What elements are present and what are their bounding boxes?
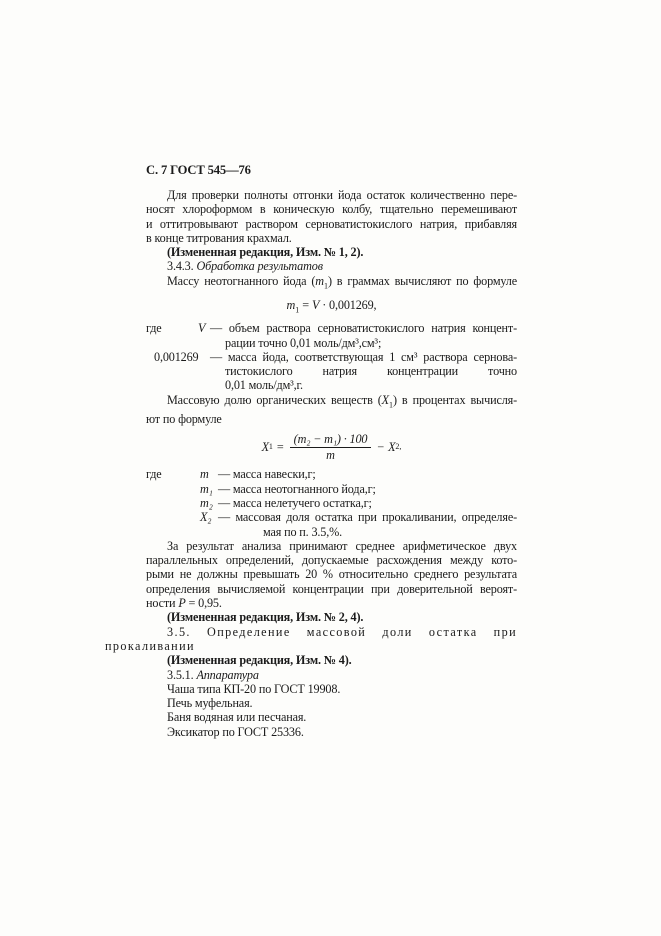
text-line: — масса неотогнанного йода,г; <box>218 481 376 496</box>
text-line: параллельных определений, допускаемые расхождения между кото- <box>146 553 517 568</box>
subscript: 1 <box>268 441 273 451</box>
where-label: где <box>146 467 162 482</box>
amendment-note-3: (Измененная редакция, Изм. № 4). <box>167 653 352 668</box>
text-line: рыми не должны превышать 20 % относительно среднего результата <box>146 567 517 582</box>
text-line: Печь муфельная. <box>167 696 253 711</box>
minus-sign: − <box>377 439 385 454</box>
section-title: Обработка результатов <box>196 259 323 274</box>
section-heading-3-5 <box>105 625 517 654</box>
subscript: 1 <box>388 400 393 410</box>
variable-m1: m₁ <box>200 481 213 496</box>
definition-item-factor <box>146 350 517 393</box>
section-heading-3-4-3 <box>146 259 517 273</box>
text-fragment: Массовую долю органических веществ ( <box>167 392 382 407</box>
apparatus-list <box>146 682 517 739</box>
text-line: — масса навески,г; <box>218 467 316 482</box>
subscript: 2, <box>395 441 402 451</box>
section-number: 3.4.3. <box>167 259 194 274</box>
amendment-note-1: (Измененная редакция, Изм. № 1, 2). <box>167 245 364 260</box>
text-line: — масса нелетучего остатка,г; <box>218 495 372 510</box>
subscript: 1 <box>323 281 328 291</box>
text-fragment: = 0,95. <box>185 596 222 611</box>
fraction-denominator: m <box>326 448 335 463</box>
variable-v: V <box>198 321 206 336</box>
definition-item-v <box>146 321 517 350</box>
section-number: 3.5.1. <box>167 667 194 682</box>
constant-label: 0,001269 <box>154 349 199 364</box>
text-line: Баня водяная или песчаная. <box>167 710 307 725</box>
variable-m: m <box>315 273 324 288</box>
text-line: носят хлороформом в коническую колбу, тщательно перемешивают <box>146 202 517 217</box>
fraction-numerator: (m₂ − m₁) · 100 <box>290 432 372 448</box>
text-line: Эксикатор по ГОСТ 25336. <box>167 724 304 739</box>
text-line: мая по п. 3.5,%. <box>263 524 343 539</box>
document-page-content <box>105 163 518 739</box>
text-line: и оттитровывают раствором серноватистокислого натрия, прибавляя <box>146 216 517 231</box>
amendment-note-2: (Измененная редакция, Изм. № 2, 4). <box>167 610 364 625</box>
text-line <box>146 393 517 413</box>
text-line: в конце титрования крахмал. <box>146 230 292 245</box>
intro-mass-m1 <box>146 274 517 294</box>
variable-m: m <box>286 297 296 312</box>
formula-constant: · 0,001269, <box>322 297 377 312</box>
variable-v: V <box>311 297 320 312</box>
formula-x1 <box>146 432 517 463</box>
variable-p: P <box>178 596 186 611</box>
fraction <box>290 432 372 463</box>
definition-item-m <box>146 467 517 481</box>
where-label: где <box>146 321 162 336</box>
definition-item-m1 <box>146 482 517 496</box>
text-line: 3.5. Определение массовой доли остатка при <box>167 624 517 639</box>
text-line: Для проверки полноты отгонки йода остаток количественно пере- <box>167 187 517 202</box>
text-line: ют по формуле <box>146 412 222 427</box>
formula-m1 <box>146 298 517 318</box>
intro-mass-fraction-x1 <box>146 393 517 427</box>
equals-sign: = <box>302 297 309 312</box>
text-fragment: Массу неотогнанного йода ( <box>167 273 316 288</box>
definition-item-x2 <box>146 510 517 539</box>
section-title: Аппаратура <box>196 667 259 682</box>
variable-x2: X₂ <box>200 510 212 525</box>
text-fragment: ности <box>146 596 179 611</box>
text-line: Чаша типа КП-20 по ГОСТ 19908. <box>167 681 341 696</box>
text-line: определения вычисляемой концентрации при доверительной вероят- <box>146 581 517 596</box>
variable-m2: m₂ <box>200 495 213 510</box>
page-header: С. 7 ГОСТ 545—76 <box>146 163 251 177</box>
text-line: 0,01 моль/дм³,г. <box>225 378 303 393</box>
text-fragment: ) в граммах вычисляют по формуле <box>327 273 518 288</box>
variable-x: X <box>381 392 389 407</box>
equals-sign: = <box>276 439 284 454</box>
text-line: — объем раствора серноватистокислого натрия концент- <box>210 321 517 336</box>
definition-item-m2 <box>146 496 517 510</box>
text-line: прокаливании <box>105 638 195 653</box>
text-line <box>146 596 517 610</box>
section-heading-3-5-1 <box>146 668 517 682</box>
text-fragment: ) в процентах вычисля- <box>392 392 518 407</box>
variable-x: X <box>261 439 269 454</box>
variable-m: m <box>200 467 209 482</box>
text-line: — массовая доля остатка при прокаливании, определяе- <box>218 510 517 525</box>
text-line: рации точно 0,01 моль/дм³,см³; <box>225 335 382 350</box>
subscript: 1 <box>295 304 300 314</box>
paragraph-result <box>146 539 517 610</box>
variable-x2: X <box>388 439 396 454</box>
text-line: — масса йода, соответствующая 1 см³ раствора сернова- <box>210 349 517 364</box>
text-line: тистокислого натрия концентрации точно <box>225 364 517 379</box>
text-line: За результат анализа принимают среднее арифметическое двух <box>167 538 517 553</box>
paragraph-iodine-check <box>146 188 517 245</box>
